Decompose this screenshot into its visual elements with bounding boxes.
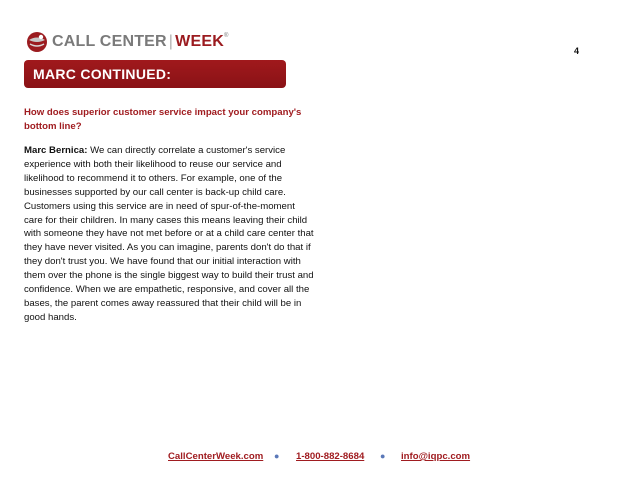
logo-text-call-center: CALL CENTER: [52, 33, 167, 50]
section-banner: [24, 60, 286, 88]
globe-icon: [26, 31, 48, 53]
interview-answer: [24, 144, 314, 325]
footer-separator: ●: [274, 451, 280, 461]
email-link[interactable]: info@iqpc.com: [401, 451, 471, 462]
answer-text: We can directly correlate a customer's service experience with both their likelihood to reuse our service and likelihood to recommend it to others. For example, one of the businesses supported by our call center is back-up child care. Customers using this service are in need of spur-of-the-moment care for their children. In many cases this means leaving their child with someone they have not met before or at a child care center that they have never visited. As you can imagine, parents don't do that if they don't trust you. We have found that our initial interaction with them over the phone is the single biggest way to build their trust and confidence. When we are empathetic, responsive, and cover all the bases, the parent comes away reassured that their child will be in good hands.: [24, 145, 314, 323]
phone-link[interactable]: 1-800-882-8684: [296, 451, 365, 462]
logo-separator: |: [168, 33, 174, 50]
logo-wordmark: [52, 33, 229, 51]
interview-question: How does superior customer service impact your company's bottom line?: [24, 107, 302, 132]
page-number: 4: [574, 46, 580, 56]
speaker-name: Marc Bernica:: [24, 145, 88, 156]
call-center-week-logo: [26, 30, 229, 54]
footer-separator: ●: [380, 451, 386, 461]
section-title: MARC CONTINUED:: [33, 66, 172, 82]
logo-text-week: WEEK: [175, 33, 224, 50]
trademark-symbol: ®: [223, 33, 229, 39]
website-link[interactable]: CallCenterWeek.com: [168, 451, 264, 462]
